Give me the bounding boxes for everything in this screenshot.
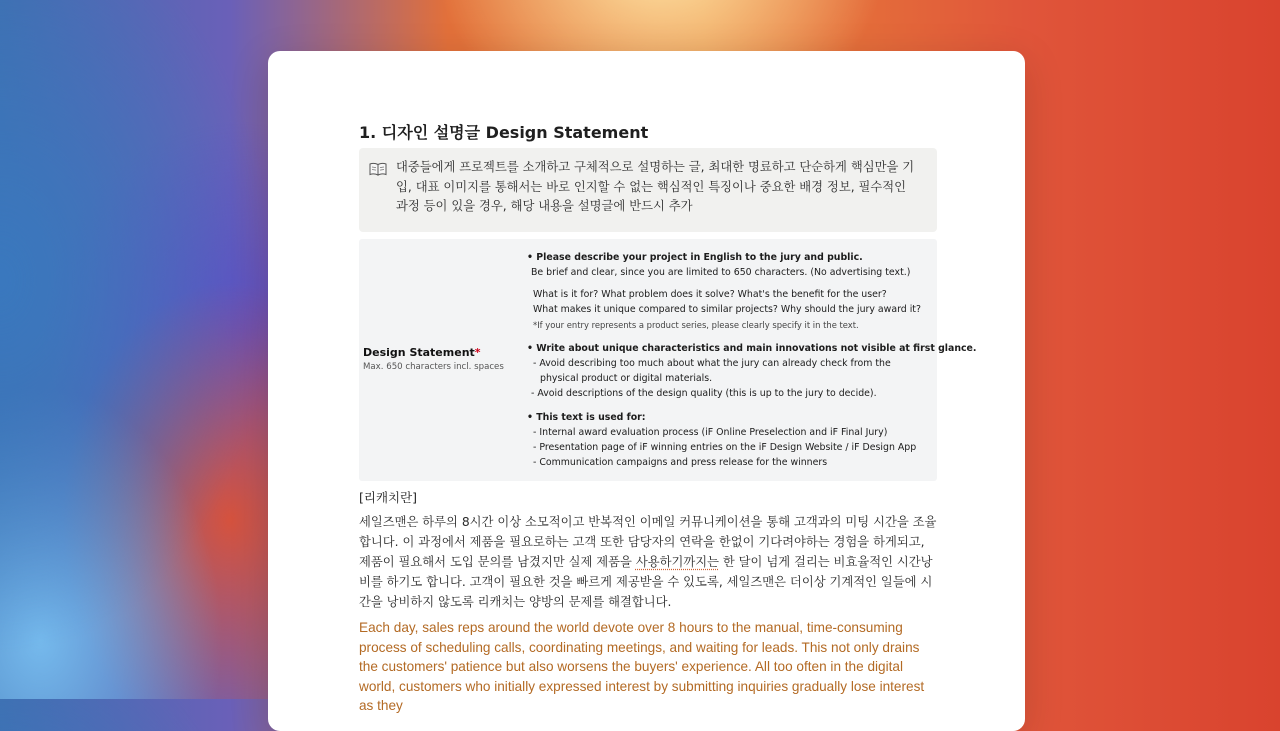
design-statement-form-image bbox=[359, 239, 977, 481]
open-book-icon bbox=[369, 162, 387, 176]
required-mark: * bbox=[474, 346, 481, 359]
document-card bbox=[268, 51, 1025, 731]
instruction-line: - Presentation page of iF winning entries on the iF Design Website / iF Design App bbox=[533, 442, 917, 453]
instruction-line: • This text is used for: bbox=[527, 412, 646, 423]
form-field-label bbox=[363, 346, 523, 372]
instruction-line: *If your entry represents a product series, please clearly specify it in the text. bbox=[533, 320, 859, 330]
spellcheck-flagged-word[interactable]: 사용하기까지는 bbox=[635, 555, 719, 569]
instruction-line: - Avoid describing too much about what the jury can already check from the bbox=[533, 358, 891, 369]
instruction-line: - Communication campaigns and press release for the winners bbox=[533, 457, 828, 468]
korean-paragraph[interactable] bbox=[359, 512, 937, 612]
callout-text: 대중들에게 프로젝트를 소개하고 구체적으로 설명하는 글, 최대한 명료하고 단순하게 핵심만을 기입, 대표 이미지를 통해서는 바로 인지할 수 없는 핵심적인 특징이나 중요한 배경 정보, 필수적인 과정 등이 있을 경우, 해당 내용을 설명글에 반드시 추가 bbox=[396, 160, 915, 213]
instruction-line: • Write about unique characteristics and main innovations not visible at first glance. bbox=[527, 343, 977, 354]
instruction-line: What is it for? What problem does it solve? What's the benefit for the user? bbox=[533, 289, 887, 300]
section-heading: 1. 디자인 설명글 Design Statement bbox=[359, 123, 649, 142]
instruction-line: • Please describe your project in English to the jury and public. bbox=[527, 252, 863, 263]
korean-text: 한 달이 넘게 걸리는 비효율적인 시간낭비를 하기도 합니다. 고객이 필요한 것을 빠르게 제공받을 수 있도록, 세일즈맨은 더이상 기계적인 일들에 시간을 낭비하지 않도록 리캐치는 양방의 문제를 해결합니다. bbox=[359, 555, 933, 609]
korean-text: 세일즈맨은 하루의 8시간 이상 소모적이고 반복적인 이메일 커뮤니케이션을 통해 고객과의 미팅 시간을 조율합니다. 이 과정에서 제품을 필요로하는 고객 또한 담당자의 연락을 한없이 기다려야하는 경험을 하게되고, 제품이 필요해서 도입 문의를 남겼지만 실제 제품을 bbox=[359, 515, 937, 569]
section-tag: [리캐치란] bbox=[359, 490, 418, 505]
instruction-line: What makes it unique compared to similar projects? Why should the jury award it? bbox=[533, 304, 921, 315]
field-title: Design Statement bbox=[363, 346, 475, 359]
instruction-line: - Internal award evaluation process (iF Online Preselection and iF Final Jury) bbox=[533, 427, 888, 438]
english-paragraph[interactable]: Each day, sales reps around the world devote over 8 hours to the manual, time-consuming process of scheduling calls, coordinating meetings, and waiting for leads. This not only drains the customers' patience but also worsens the buyers' experience. All too often in the digital world, customers who initially expressed interest by submitting inquiries gradually lose interest as they bbox=[359, 620, 925, 714]
instruction-line: physical product or digital materials. bbox=[540, 373, 713, 384]
instruction-line: Be brief and clear, since you are limited to 650 characters. (No advertising text.) bbox=[531, 267, 911, 278]
callout-block bbox=[359, 148, 937, 232]
instruction-line: - Avoid descriptions of the design quality (this is up to the jury to decide). bbox=[531, 388, 877, 399]
field-sublabel: Max. 650 characters incl. spaces bbox=[363, 362, 504, 372]
